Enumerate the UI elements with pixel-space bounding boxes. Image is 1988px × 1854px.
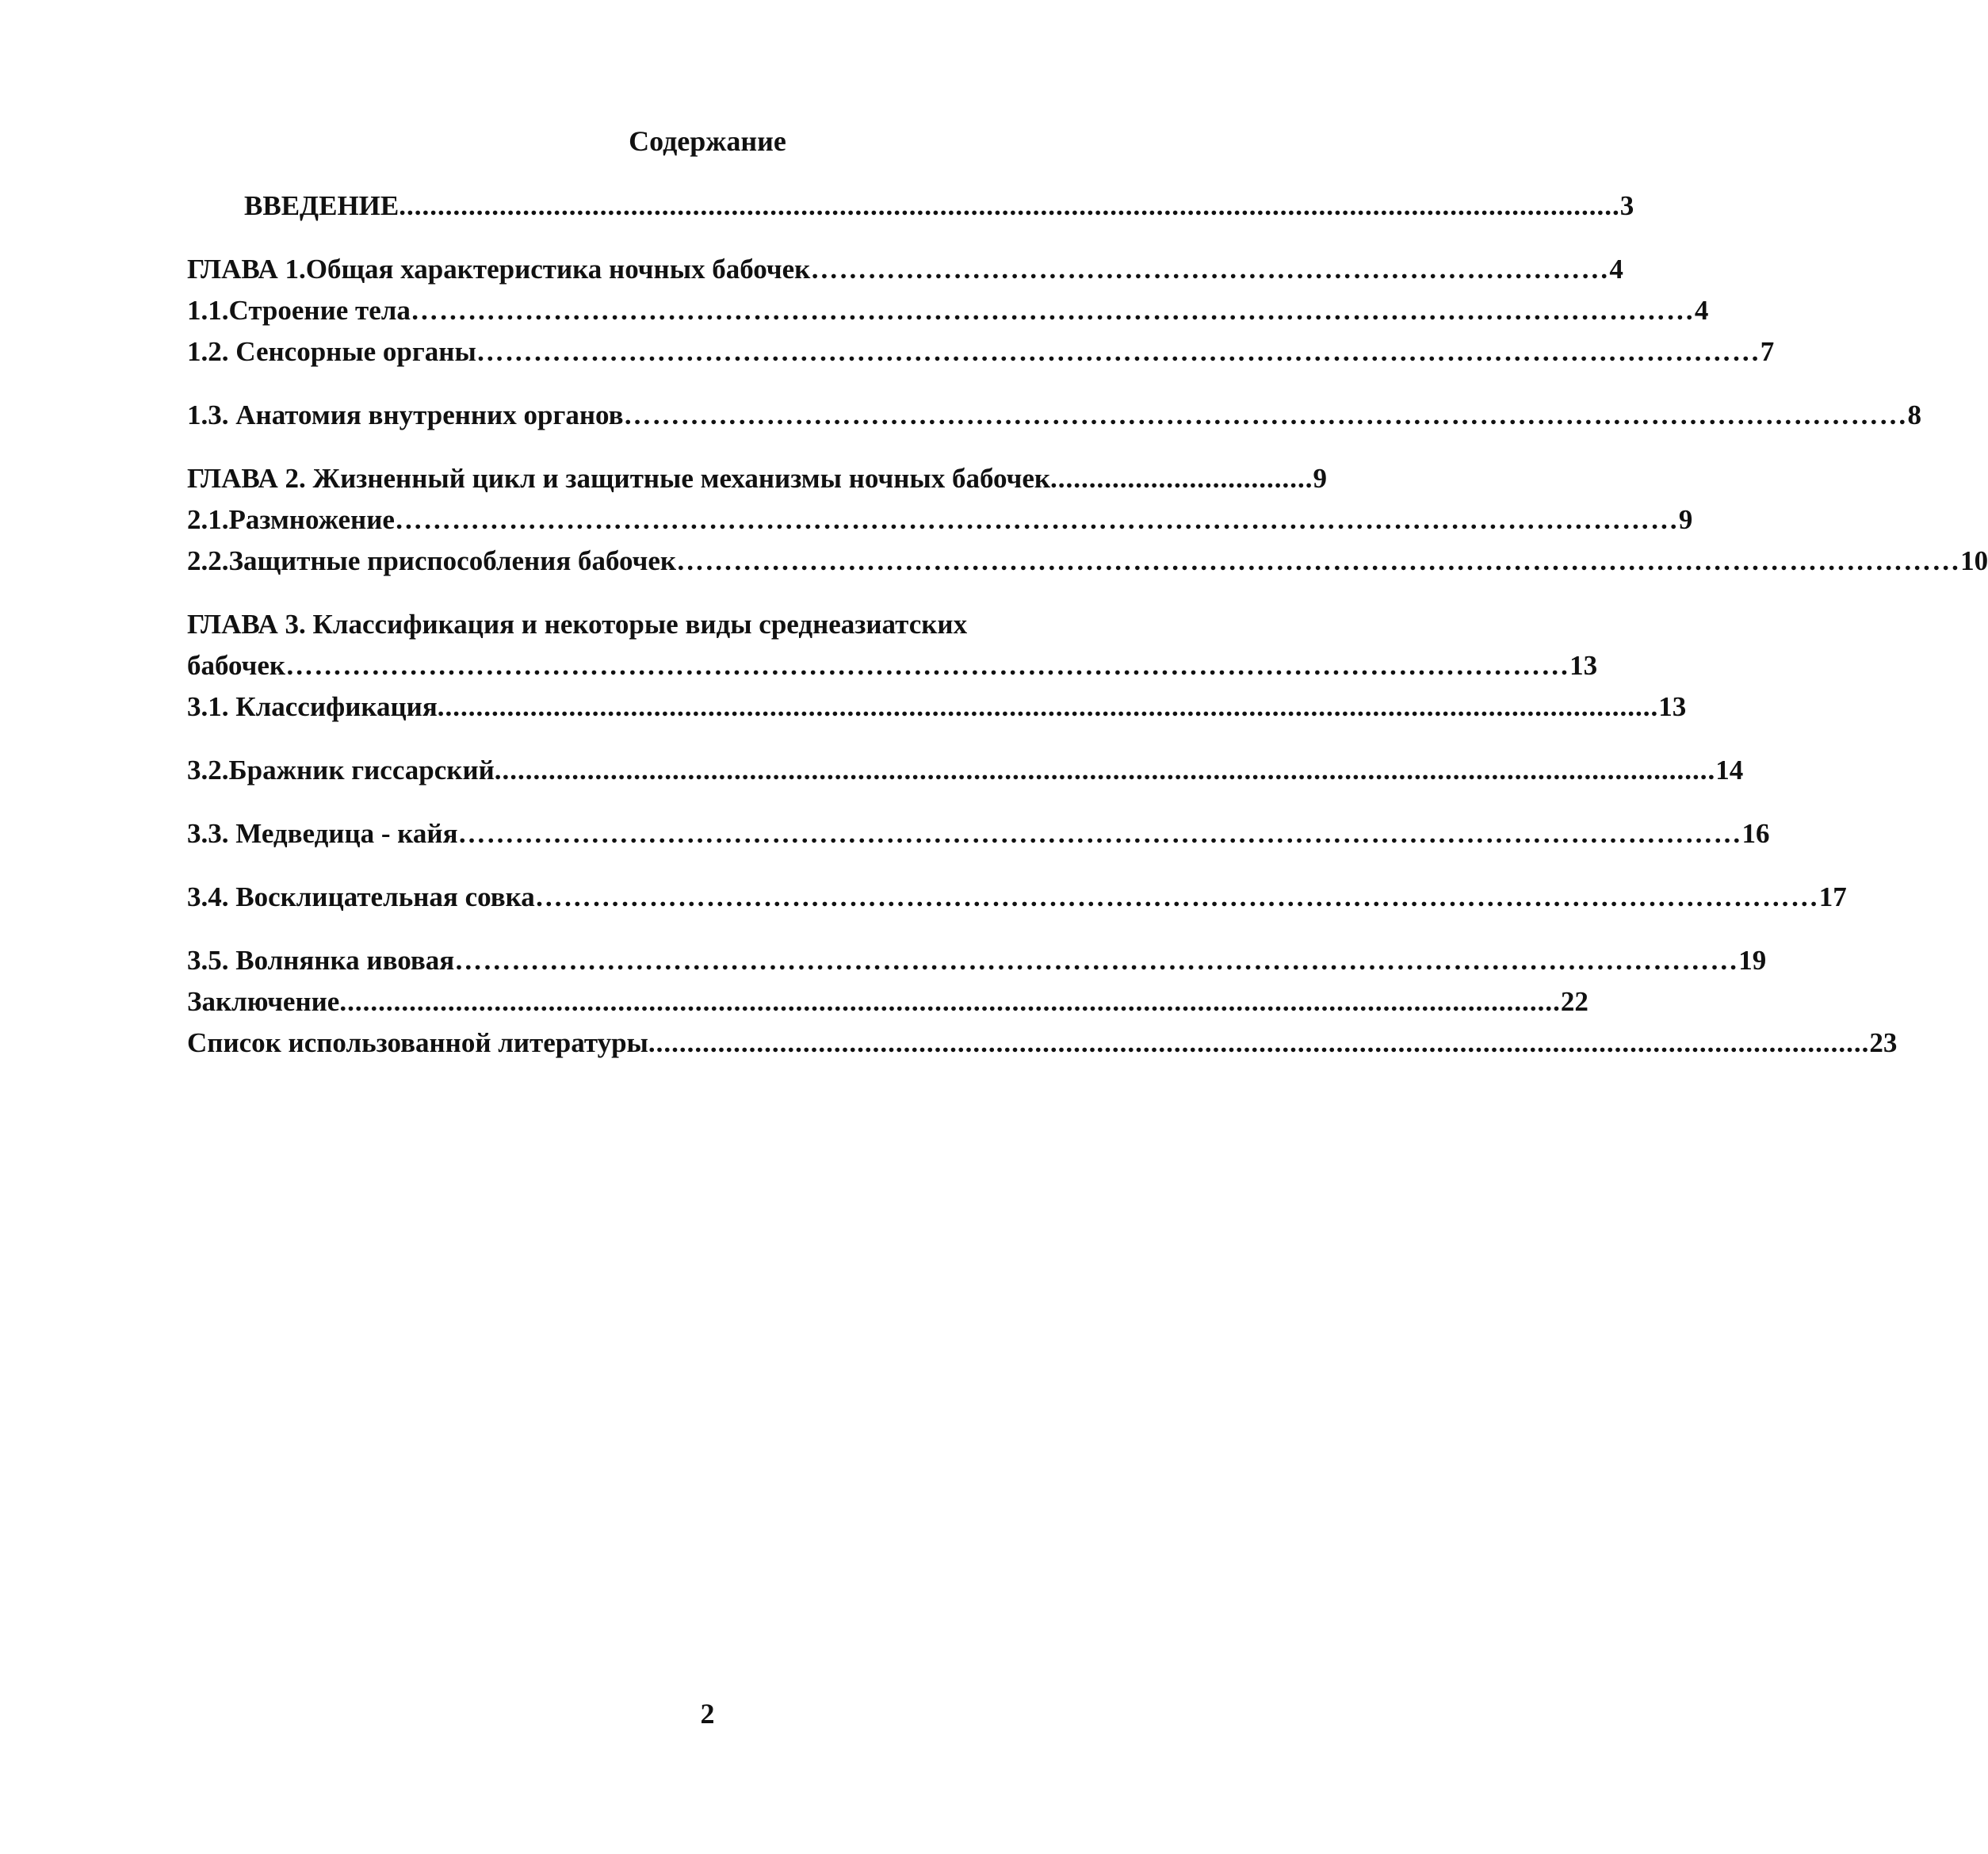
toc-entry-1-3: [187, 398, 1922, 433]
toc-entry-label: 1.3. Анатомия внутренних органов: [187, 399, 624, 430]
toc-entry-chapter-3-continued: [187, 648, 1598, 683]
toc-entry-label: 2.1.Размножение: [187, 504, 395, 535]
toc-entry-page: 7: [1760, 336, 1775, 367]
toc-entry-page: 9: [1313, 463, 1328, 494]
toc-leader-dots: ..............................................................................................................................................................: [399, 190, 1620, 221]
toc-entry-page: 4: [1694, 295, 1709, 326]
toc-leader-dots: ………………………………………………………………………………………………………………………: [476, 336, 1761, 367]
toc-entry-2-1: [187, 503, 1693, 537]
toc-entry-page: 4: [1609, 254, 1623, 285]
toc-entry-label: Список использованной литературы: [187, 1027, 648, 1058]
toc-leader-dots: ..............................................................................................................................................................: [437, 691, 1659, 722]
toc-entry-page: 19: [1738, 945, 1767, 976]
toc-entry-page: 8: [1907, 399, 1922, 430]
toc-entry-label: бабочек: [187, 650, 286, 681]
toc-entry-label: 3.2.Бражник гиссарский: [187, 755, 495, 786]
toc-entry-3-4: [187, 880, 1847, 915]
toc-entry-page: 13: [1569, 650, 1598, 681]
toc-entry-label: 3.1. Классификация: [187, 691, 438, 722]
toc-entry-chapter-3: [187, 607, 1218, 642]
toc-entry-1-1: [187, 293, 1709, 328]
toc-leader-dots: ..................................: [1050, 463, 1313, 494]
toc-entry-label: ГЛАВА 2. Жизненный цикл и защитные механизмы ночных бабочек: [187, 463, 1051, 494]
toc-entry-introduction: [244, 189, 1634, 224]
toc-entry-page: 13: [1658, 691, 1687, 722]
toc-entry-page: 22: [1560, 986, 1588, 1017]
toc-leader-dots: ………………………………………………………………………………………………………………………: [457, 818, 1742, 849]
toc-entry-chapter-2: [187, 461, 1328, 496]
toc-leader-dots: ………………………………………………………………………………………………………………………: [534, 881, 1819, 912]
toc-entry-page: 10: [1960, 545, 1988, 576]
toc-leader-dots: ………………………………………………………………………………………………………………………: [410, 295, 1695, 326]
toc-entry-label: 3.3. Медведица - кайя: [187, 818, 458, 849]
toc-leader-dots: ………………………………………………………………………………………………………………………: [454, 945, 1739, 976]
toc-entry-3-3: [187, 816, 1770, 851]
toc-entry-label: 3.4. Восклицательная совка: [187, 881, 535, 912]
toc-leader-dots: ………………………………………………………………………………………………………………………: [676, 545, 1961, 576]
toc-entry-label: ГЛАВА 3. Классификация и некоторые виды среднеазиатских: [187, 609, 968, 640]
toc-entry-label: 2.2.Защитные приспособления бабочек: [187, 545, 677, 576]
toc-entry-3-5: [187, 943, 1767, 978]
toc-entry-conclusion: [187, 984, 1588, 1019]
toc-entry-page: 16: [1741, 818, 1770, 849]
toc-entry-label: ВВЕДЕНИЕ: [244, 190, 400, 221]
toc-leader-dots: ..............................................................................................................................................................: [648, 1027, 1870, 1058]
toc-entry-chapter-1: [187, 252, 1623, 287]
toc-entry-3-2: [187, 753, 1744, 788]
toc-leader-dots: ..............................................................................................................................................................: [494, 755, 1716, 786]
toc-entry-label: 3.5. Волнянка ивовая: [187, 945, 455, 976]
toc-entry-3-1: [187, 690, 1687, 724]
toc-leader-dots: ………………………………………………………………………………………………………………………: [394, 504, 1679, 535]
toc-leader-dots: ………………………………………………………………………………………………………………………: [623, 399, 1908, 430]
toc-leader-dots: ………………………………………………………………………………………………………………………: [285, 650, 1570, 681]
toc-entry-page: 17: [1818, 881, 1847, 912]
toc-entry-label: 1.1.Строение тела: [187, 295, 411, 326]
toc-leader-dots: …………………………………………………………………………: [810, 254, 1610, 285]
toc-entry-label: ГЛАВА 1.Общая характеристика ночных бабочек: [187, 254, 811, 285]
toc-entry-label: Заключение: [187, 986, 340, 1017]
toc-entry-page: 14: [1715, 755, 1744, 786]
toc-entry-bibliography: [187, 1026, 1898, 1061]
toc-entry-1-2: [187, 334, 1775, 369]
page-number: 2: [700, 1698, 715, 1730]
toc-entry-page: 3: [1619, 190, 1634, 221]
toc-entry-page: 9: [1678, 504, 1693, 535]
toc-title: Содержание: [629, 125, 786, 157]
toc-entry-2-2: [187, 544, 1988, 579]
toc-entry-label: 1.2. Сенсорные органы: [187, 336, 476, 367]
toc-entry-page: 23: [1869, 1027, 1898, 1058]
toc-leader-dots: ..............................................................................................................................................................: [339, 986, 1561, 1017]
